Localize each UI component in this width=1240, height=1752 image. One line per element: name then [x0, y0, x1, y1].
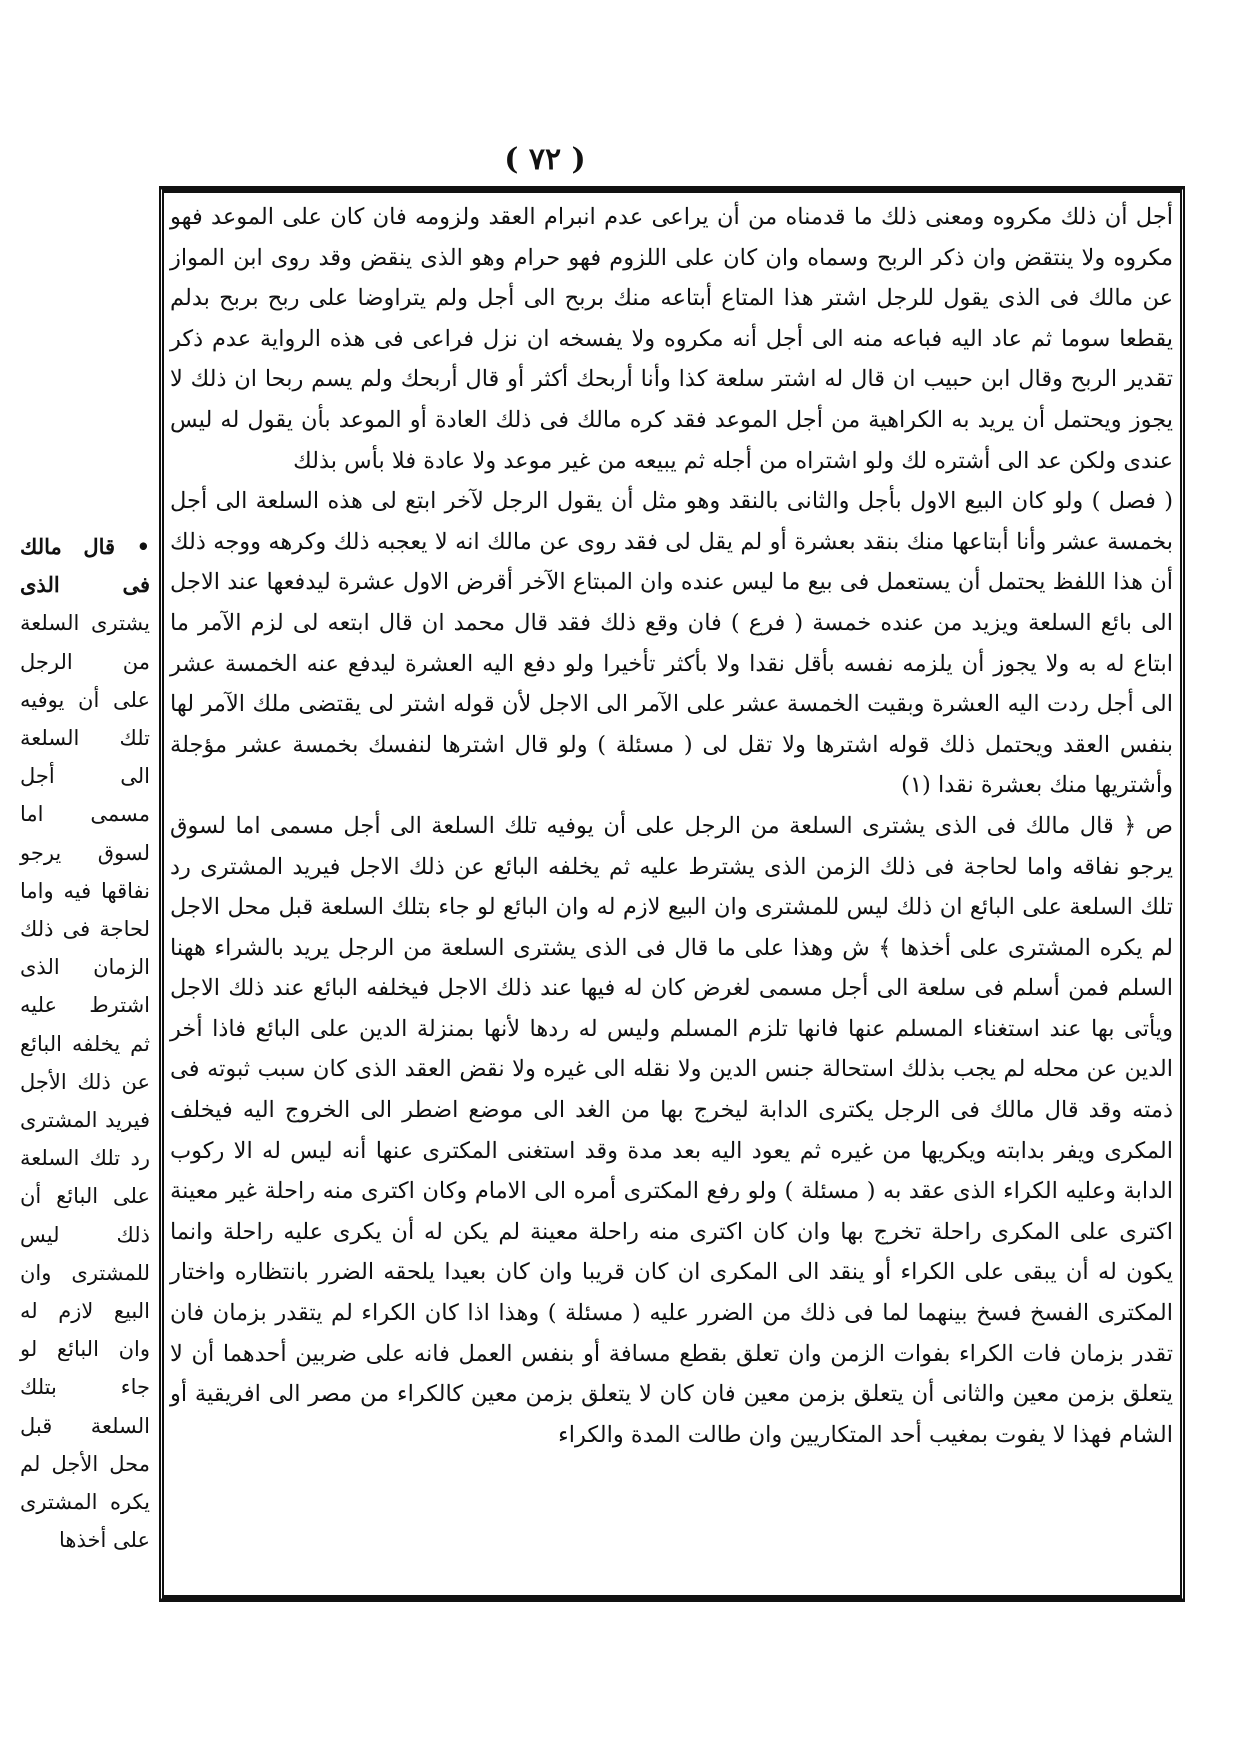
margin-note: [20, 528, 150, 1559]
margin-note-body: يشترى السلعة من الرجل على أن يوفيه تلك السلعة الى أجل مسمى اما لسوق يرجو نفاقها فيه واما لحاجة فى ذلك الزمان الذى اشترط عليه ثم يخلفه البائع عن ذلك الأجل فيريد المشترى رد تلك السلعة على البائع أن ذلك ليس للمشترى وان البيع لازم له وان البائع لو جاء بتلك السلعة قبل محل الأجل لم يكره المشترى على أخذها: [20, 611, 150, 1553]
paragraph: ( فصل ) ولو كان البيع الاول بأجل والثانى بالنقد وهو مثل أن يقول الرجل لآخر ابتع لى هذه السلعة الى أجل بخمسة عشر وأنا أبتاعها منك بنقد بعشرة أو لم يقل لى فقد روى عن مالك انه لا يعجبه ذلك وكرهه ووجه ذلك أن هذا اللفظ يحتمل أن يستعمل فى بيع ما ليس عنده وان المبتاع الآخر أقرض الاول عشرة ليدفعها عند الاجل الى بائع السلعة ويزيد من عنده خمسة ( فرع ) فان وقع ذلك فقد قال محمد ان قال ابتعه لى لزم الآمر ما ابتاع له به ولا يجوز أن يلزمه نفسه بأقل نقدا ولا بأكثر تأخيرا ولو دفع اليه العشرة ليدفع عنه الخمسة عشر الى أجل ردت اليه العشرة وبقيت الخمسة عشر على الآمر الى الاجل لأن قوله اشتر لى يقتضى ملك الآمر لها بنفس العقد ويحتمل ذلك قوله اشترها ولا تقل لى ( مسئلة ) ولو قال اشترها لنفسك بخمسة عشر مؤجلة وأشتريها منك بعشرة نقدا (١): [170, 488, 1173, 799]
paragraph: ص ﴿ قال مالك فى الذى يشترى السلعة من الرجل على أن يوفيه تلك السلعة الى أجل مسمى اما لسوق يرجو نفاقه واما لحاجة فى ذلك الزمن الذى يشترط عليه ثم يخلفه البائع عن ذلك الاجل فيريد المشترى رد تلك السلعة على البائع ان ذلك ليس للمشترى وان البيع لازم له وان البائع لو جاء بتلك السلعة قبل محل الاجل لم يكره المشترى على أخذها ﴾ ش وهذا على ما قال فى الذى يشترى السلعة من الرجل يريد بالشراء ههنا السلم فمن أسلم فى سلعة الى أجل مسمى لغرض كان له فيها عند ذلك الاجل فيخلفه البائع عند ذلك الاجل ويأتى بها عند استغناء المسلم عنها فانها تلزم المسلم وليس له ردها لأنها بمنزلة الدين على البائع فاذا أخر الدين عن محله لم يجب بذلك استحالة جنس الدين ولا نقله الى غيره ولا نقض العقد الذى كان سبب ثبوته فى ذمته وقد قال مالك فى الرجل يكترى الدابة ليخرج بها من الغد الى موضع اضطر الى الخروج اليه فيخلف المكرى ويفر بدابته ويكريها من غيره ثم يعود اليه بعد مدة وقد استغنى المكترى عنها أنه ليس له الا ركوب الدابة وعليه الكراء الذى عقد به ( مسئلة ) ولو رفع المكترى أمره الى الامام وكان اكترى منه راحلة غير معينة اكترى على المكرى راحلة تخرج بها وان كان اكترى منه راحلة معينة لم يكن له أن يكرى عليه راحلة وانما يكون له أن يبقى على الكراء أو ينقد الى المكرى ان كان قريبا وان كان بعيدا يلحقه الضرر بانتظاره واختار المكترى الفسخ فسخ بينهما لما فى ذلك من الضرر عليه ( مسئلة ) وهذا اذا كان الكراء لم يتقدر بزمان فان تقدر بزمان فات الكراء بفوات الزمن وان تعلق بقطع مسافة أو بنفس العمل فانه على ضربين أحدهما أن لا يتعلق بزمن معين والثانى أن يتعلق بزمن معين فان كان لا يتعلق بزمن معين كالكراء من مصر الى افريقية أو الشام فهذا لا يفوت بمغيب أحد المتكاريين وان طالت المدة والكراء: [170, 812, 1174, 1448]
paragraph: أجل أن ذلك مكروه ومعنى ذلك ما قدمناه من أن يراعى عدم انبرام العقد ولزومه فان كان على الموعد فهو مكروه ولا ينتقض وان ذكر الربح وسماه وان كان على اللزوم فهو حرام وهو الذى ينقض وقد روى ابن المواز عن مالك فى الذى يقول للرجل اشتر هذا المتاع أبتاعه منك بربح الى أجل ولم يتراوضا على ربح بربح بدلم يقطعا سوما ثم عاد اليه فباعه منه الى أجل أنه مكروه ولا يفسخه ان نزل فراعى فى هذه الرواية عدم ذكر تقدير الربح وقال ابن حبيب ان قال له اشتر سلعة كذا وأنا أربحك أكثر أو قال أربحك ولم يسم ربحا ان ذلك لا يجوز ويحتمل أن يريد به الكراهية من أجل الموعد فقد كره مالك فى ذلك العادة أو الموعد بأن يقول له ليس عندى ولكن عد الى أشتره لك ولو اشتراه من أجله ثم يبيعه من غير موعد ولا عادة فلا بأس بذلك: [170, 204, 1174, 474]
margin-note-lead: • قال مالك فى الذى: [20, 534, 150, 598]
main-text-block: [170, 197, 1173, 1455]
page-number: ( ٧٢ ): [504, 142, 586, 177]
